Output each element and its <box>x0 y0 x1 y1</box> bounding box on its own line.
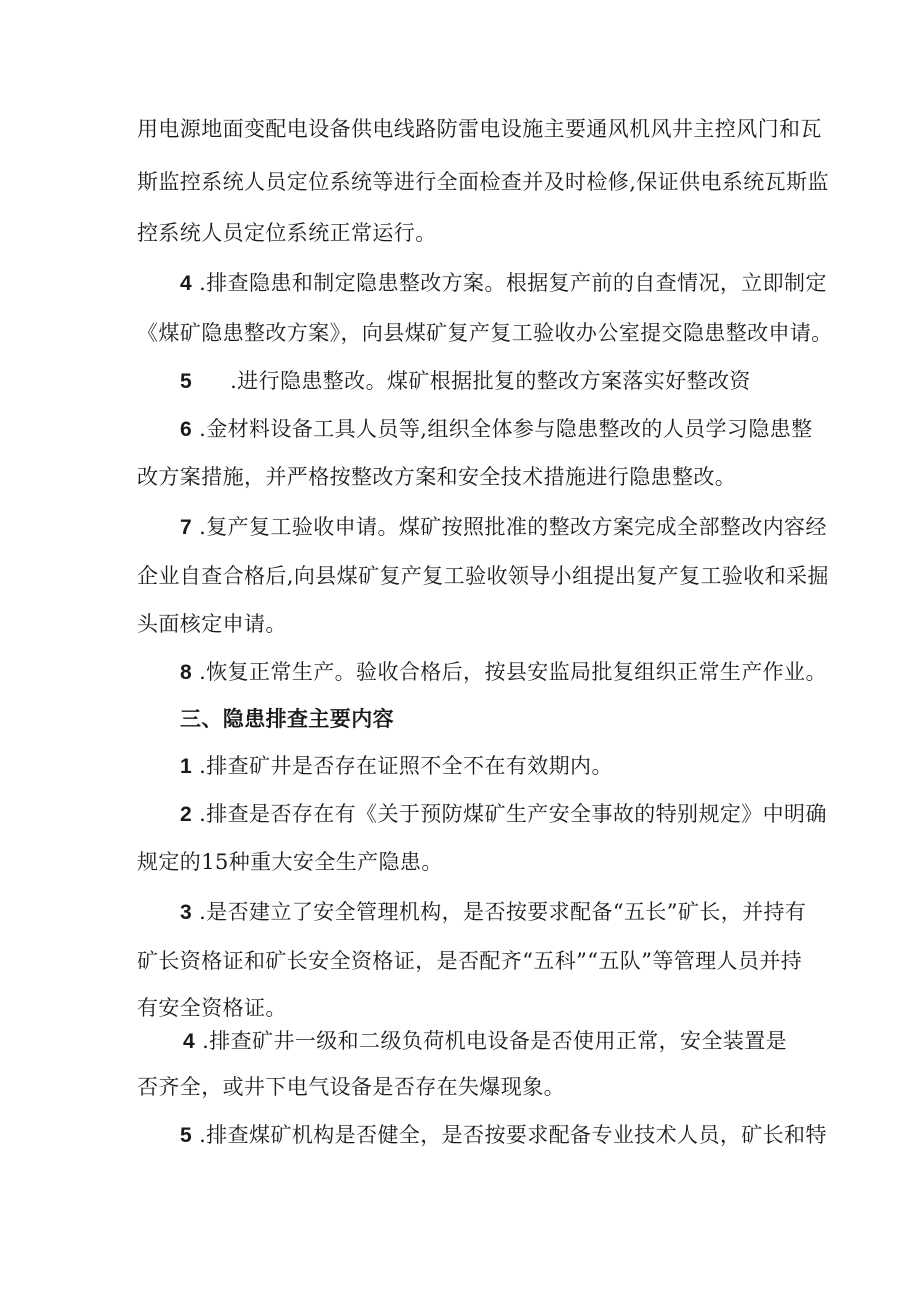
line-5: 《煤矿隐患整改方案》，向县煤矿复产复工验收办公室提交隐患整改申请。 <box>137 321 833 345</box>
line-7: 6 .金材料设备工具人员等,组织全体参与隐患整改的人员学习隐患整 <box>180 417 813 441</box>
line-10: 企业自查合格后,向县煤矿复产复工验收领导小组提出复产复工验收和采掘 <box>137 564 829 588</box>
section-heading: 三、隐患排查主要内容 <box>180 706 394 731</box>
line-15: 2 .排查是否存在有《关于预防煤矿生产安全事故的特别规定》中明确 <box>180 802 827 826</box>
line-19: 有安全资格证。 <box>137 996 287 1020</box>
line-17: 3 .是否建立了安全管理机构，是否按要求配备“五长”矿长，并持有 <box>180 900 807 924</box>
line-20: 4 .排查矿井一级和二级负荷机电设备是否使用正常，安全装置是 <box>183 1029 788 1053</box>
line-12: 8 .恢复正常生产。验收合格后，按县安监局批复组织正常生产作业。 <box>180 660 827 684</box>
line-11: 头面核定申请。 <box>137 612 287 636</box>
line-2: 斯监控系统人员定位系统等进行全面检查并及时检修,保证供电系统瓦斯监 <box>137 170 829 194</box>
line-8: 改方案措施，并严格按整改方案和安全技术措施进行隐患整改。 <box>137 465 737 489</box>
line-6: 5 .进行隐患整改。煤矿根据批复的整改方案落实好整改资 <box>180 369 751 393</box>
line-14: 1 .排查矿井是否存在证照不全不在有效期内。 <box>180 754 613 778</box>
line-1: 用电源地面变配电设备供电线路防雷电设施主要通风机风井主控风门和瓦 <box>137 117 822 141</box>
line-3: 控系统人员定位系统正常运行。 <box>137 221 437 245</box>
line-4: 4 .排查隐患和制定隐患整改方案。根据复产前的自查情况，立即制定 <box>180 271 827 295</box>
line-22: 5 .排查煤矿机构是否健全，是否按要求配备专业技术人员，矿长和特 <box>180 1123 827 1147</box>
line-18: 矿长资格证和矿长安全资格证，是否配齐“五科”“五队”等管理人员并持 <box>137 949 803 973</box>
line-16: 规定的15种重大安全生产隐患。 <box>137 850 443 874</box>
line-21: 否齐全，或井下电气设备是否存在失爆现象。 <box>137 1075 565 1099</box>
line-9: 7 .复产复工验收申请。煤矿按照批准的整改方案完成全部整改内容经 <box>180 515 827 539</box>
